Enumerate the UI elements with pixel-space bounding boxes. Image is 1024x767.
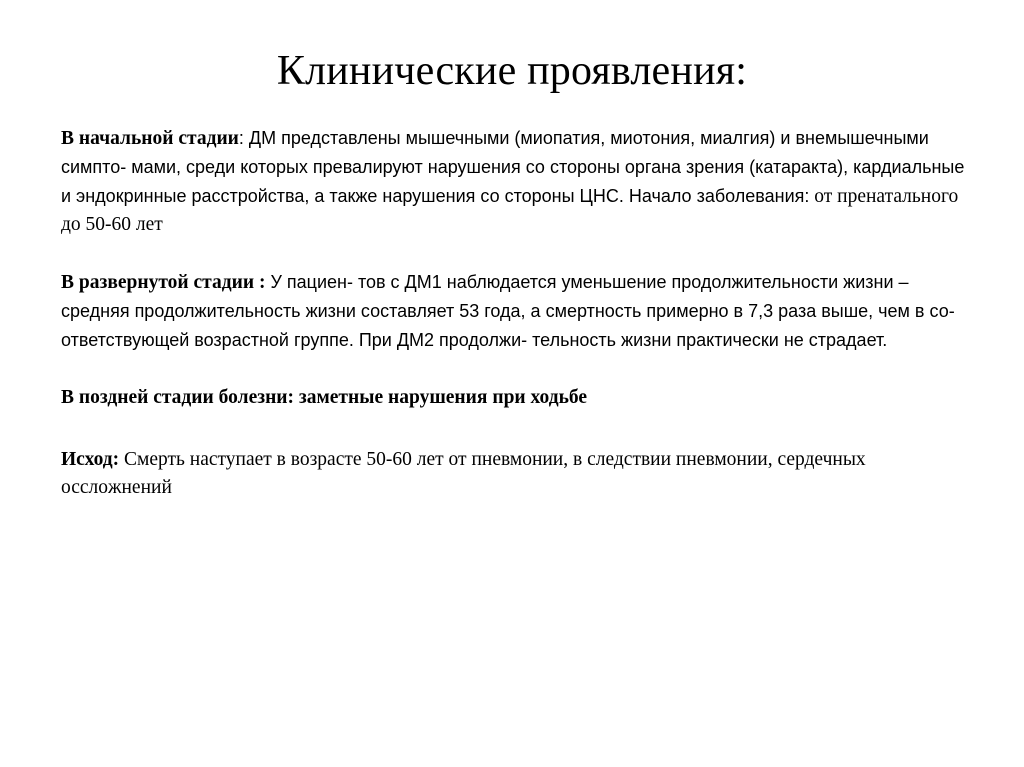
paragraph-late-stage [61, 384, 966, 412]
paragraph-developed-stage [61, 268, 966, 355]
paragraph-lead: В поздней стадии болезни: заметные нарушения при ходьбе [61, 387, 588, 408]
paragraph-text: : ДМ представлены мышечными (миопатия, миотония, миалгия) и внемышечными симпто- мами, среди которых превалируют нарушения со стороны органа зрения (катаракта), кардиальные и эндокринные расстройства, а также нарушения со стороны ЦНС. Начало заболевания: [61, 128, 965, 206]
paragraph-text: Смерть наступает в возрасте 50-60 лет от пневмонии, в следствии пневмонии, сердечных осслoжнений [61, 449, 866, 498]
paragraph-text: У пациен- тов с ДМ1 наблюдается уменьшение продолжительности жизни – средняя продолжительность жизни составляет 53 года, а смертность примерно в 7,3 раза выше, чем в со- ответствующей возрастной группе. При ДМ2 продолжи- тельность жизни практически не страдает. [61, 272, 955, 350]
paragraph-outcome [61, 446, 966, 502]
paragraph-lead: В начальной стадии [61, 128, 239, 149]
paragraph-initial-stage [61, 124, 966, 239]
paragraph-tail: от пренатального до 50-60 лет [61, 186, 959, 235]
paragraph-lead: Исход: [61, 449, 120, 470]
paragraph-lead: В развернутой стадии : [61, 272, 266, 293]
slide-title: Клинические проявления: [276, 48, 748, 94]
slide-content [61, 124, 966, 531]
